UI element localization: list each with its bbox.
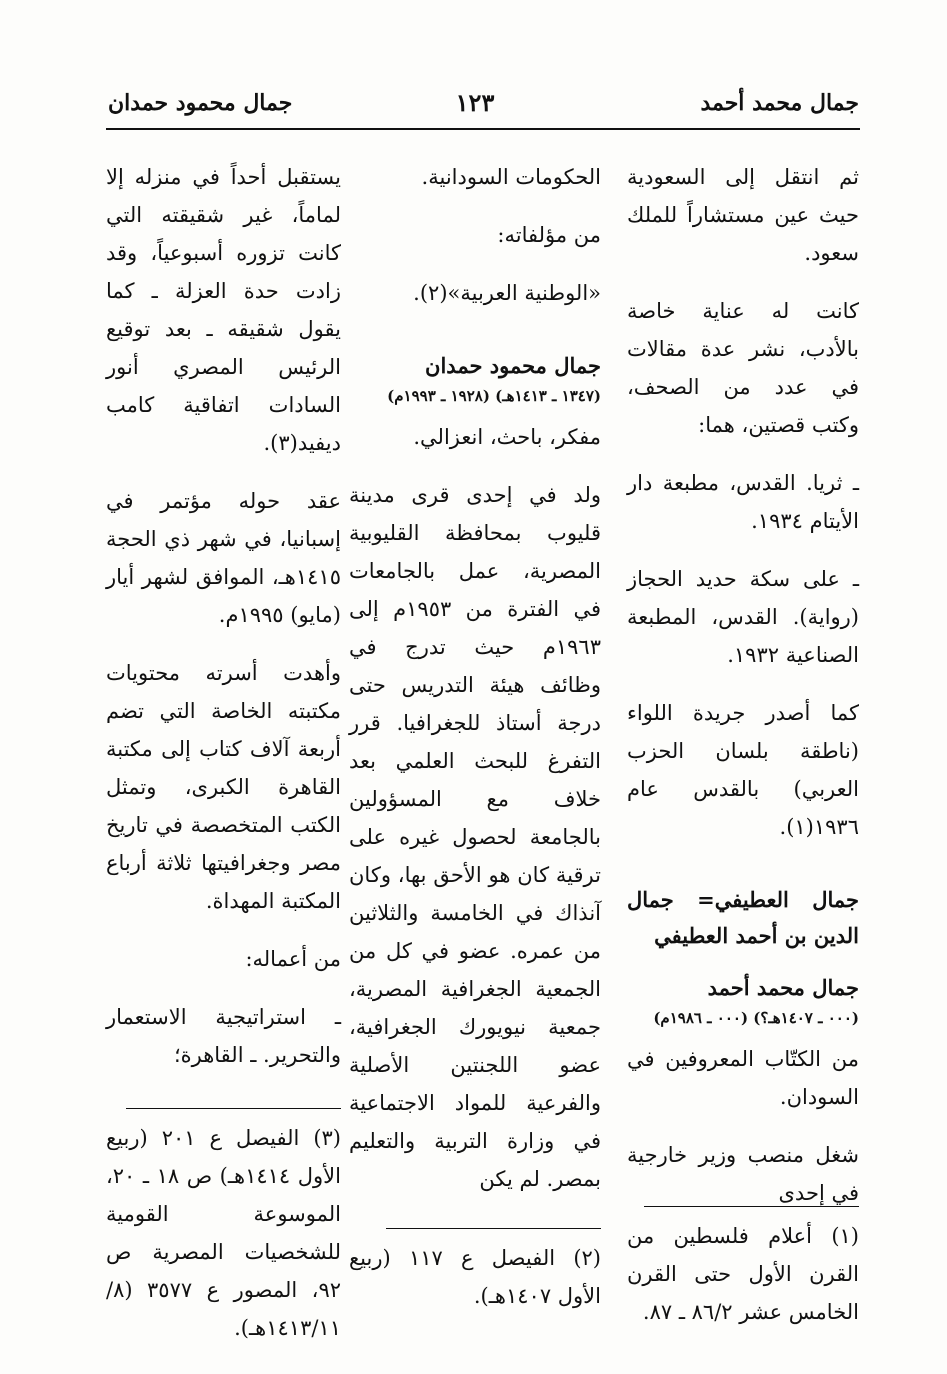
column-left (106, 158, 341, 1340)
footnote-block (349, 1228, 601, 1335)
paragraph: كما أصدر جريدة اللواء (ناطقة بلسان الحزب العربي) بالقدس عام ١٩٣٦(١). (627, 701, 859, 839)
paragraph: ولد في إحدى قرى مدينة قليوب بمحافظة القليوبية المصرية، عمل بالجامعات في الفترة من ١٩٥٣م إلى ١٩٦٣م حيث تدرج في وظائف هيئة التدريس حتى درجة أستاذ للجغرافيا. قرر التفرغ للبحث العلمي بعد خلاف مع المسؤولين بالجامعة لحصول غيره على ترقية كان هو الأحق بها، وكان آنذاك في الخامسة والثلاثين من عمره. عضو في كل من الجمعية الجغرافية المصرية، جمعية نيويورك الجغرافية، عضو اللجنتين الأصلية والفرعية للمواد الاجتماعية في وزارة التربية والتعليم بمصر. لم يكن (349, 483, 601, 1191)
header-rule (106, 128, 860, 130)
footnote-block (627, 1206, 859, 1351)
footnote-rule (126, 1108, 341, 1109)
paragraph: ثم انتقل إلى السعودية حيث عين مستشاراً للملك سعود. (627, 165, 859, 265)
running-header-left: جمال محمود حمدان (108, 90, 293, 116)
footnote-rule (644, 1206, 859, 1207)
paragraph: عقد حوله مؤتمر في إسبانيا، في شهر ذي الحجة ١٤١٥هـ، الموافق لشهر أيار (مايو) ١٩٩٥م. (106, 489, 341, 627)
paragraph: كانت له عناية خاصة بالأدب، نشر عدة مقالات في عدد من الصحف، وكتب قصتين، هما: (627, 299, 859, 437)
footnote: (٣) الفيصل ع ٢٠١ (ربيع الأول ١٤١٤هـ) ص ١٨ ـ ٢٠، الموسوعة القومية للشخصيات المصرية ص ٩٢، المصور ع ٣٥٧٧ (٨/ ١٤١٣/١١هـ). (106, 1126, 341, 1340)
footnote: (١) أعلام فلسطين من القرن الأول حتى القرن الخامس عشر ٨٦/٢ ـ ٨٧. (627, 1224, 859, 1324)
running-header-right: جمال محمد أحمد (700, 90, 859, 116)
entry-title: جمال العطيفي= جمال الدين بن أحمد العطيفي (627, 887, 859, 948)
paragraph: «الوطنية العربية»(٢). (413, 281, 601, 305)
entry-title: جمال محمود حمدان (425, 353, 601, 378)
paragraph: ـ استراتيجية الاستعمار والتحرير. ـ القاهرة؛ (106, 1005, 341, 1067)
footnote-block (106, 1108, 341, 1367)
page-number: ١٢٣ (455, 88, 495, 117)
entry-dates: (١٣٤٧ ـ ١٤١٣هـ) (١٩٢٨ ـ ١٩٩٣م) (387, 387, 601, 405)
entry-title: جمال محمد أحمد (707, 975, 859, 1000)
paragraph: الحكومات السودانية. (421, 165, 601, 189)
paragraph: يستقبل أحداً في منزله إلا لماماً، غير شقيقته التي كانت تزوره أسبوعياً، وقد زادت حدة العزلة ـ كما يقول شقيقه ـ بعد توقيع الرئيس المصري أنور السادات اتفاقية كامب ديفيد(٣). (106, 165, 341, 455)
paragraph: من مؤلفاته: (497, 223, 601, 247)
paragraph: من الكتّاب المعروفين في السودان. (627, 1047, 859, 1109)
footnote: (٢) الفيصل ع ١١٧ (ربيع الأول ١٤٠٧هـ). (349, 1246, 601, 1308)
footnote-rule (386, 1228, 601, 1229)
paragraph: مفكر، باحث، انعزالي. (413, 425, 601, 449)
paragraph: شغل منصب وزير خارجية في إحدى (627, 1143, 859, 1205)
column-middle (349, 158, 601, 1308)
paragraph: من أعماله: (245, 947, 341, 971)
paragraph: ـ ثريا. القدس، مطبعة دار الأيتام ١٩٣٤. (627, 471, 859, 533)
paragraph: ـ على سكة حديد الحجاز (رواية). القدس، المطبعة الصناعية ١٩٣٢. (627, 567, 859, 667)
entry-dates: (٠٠٠ ـ ١٤٠٧هـ؟) (٠٠٠ ـ ١٩٨٦م) (653, 1009, 859, 1027)
column-right (627, 158, 859, 1324)
paragraph: وأهدت أسرته محتويات مكتبته الخاصة التي تضم أربعة آلاف كتاب إلى مكتبة القاهرة الكبرى، وتمثل الكتب المتخصصة في تاريخ مصر وجغرافيتها ثلاثة أرباع المكتبة المهداة. (106, 661, 341, 913)
